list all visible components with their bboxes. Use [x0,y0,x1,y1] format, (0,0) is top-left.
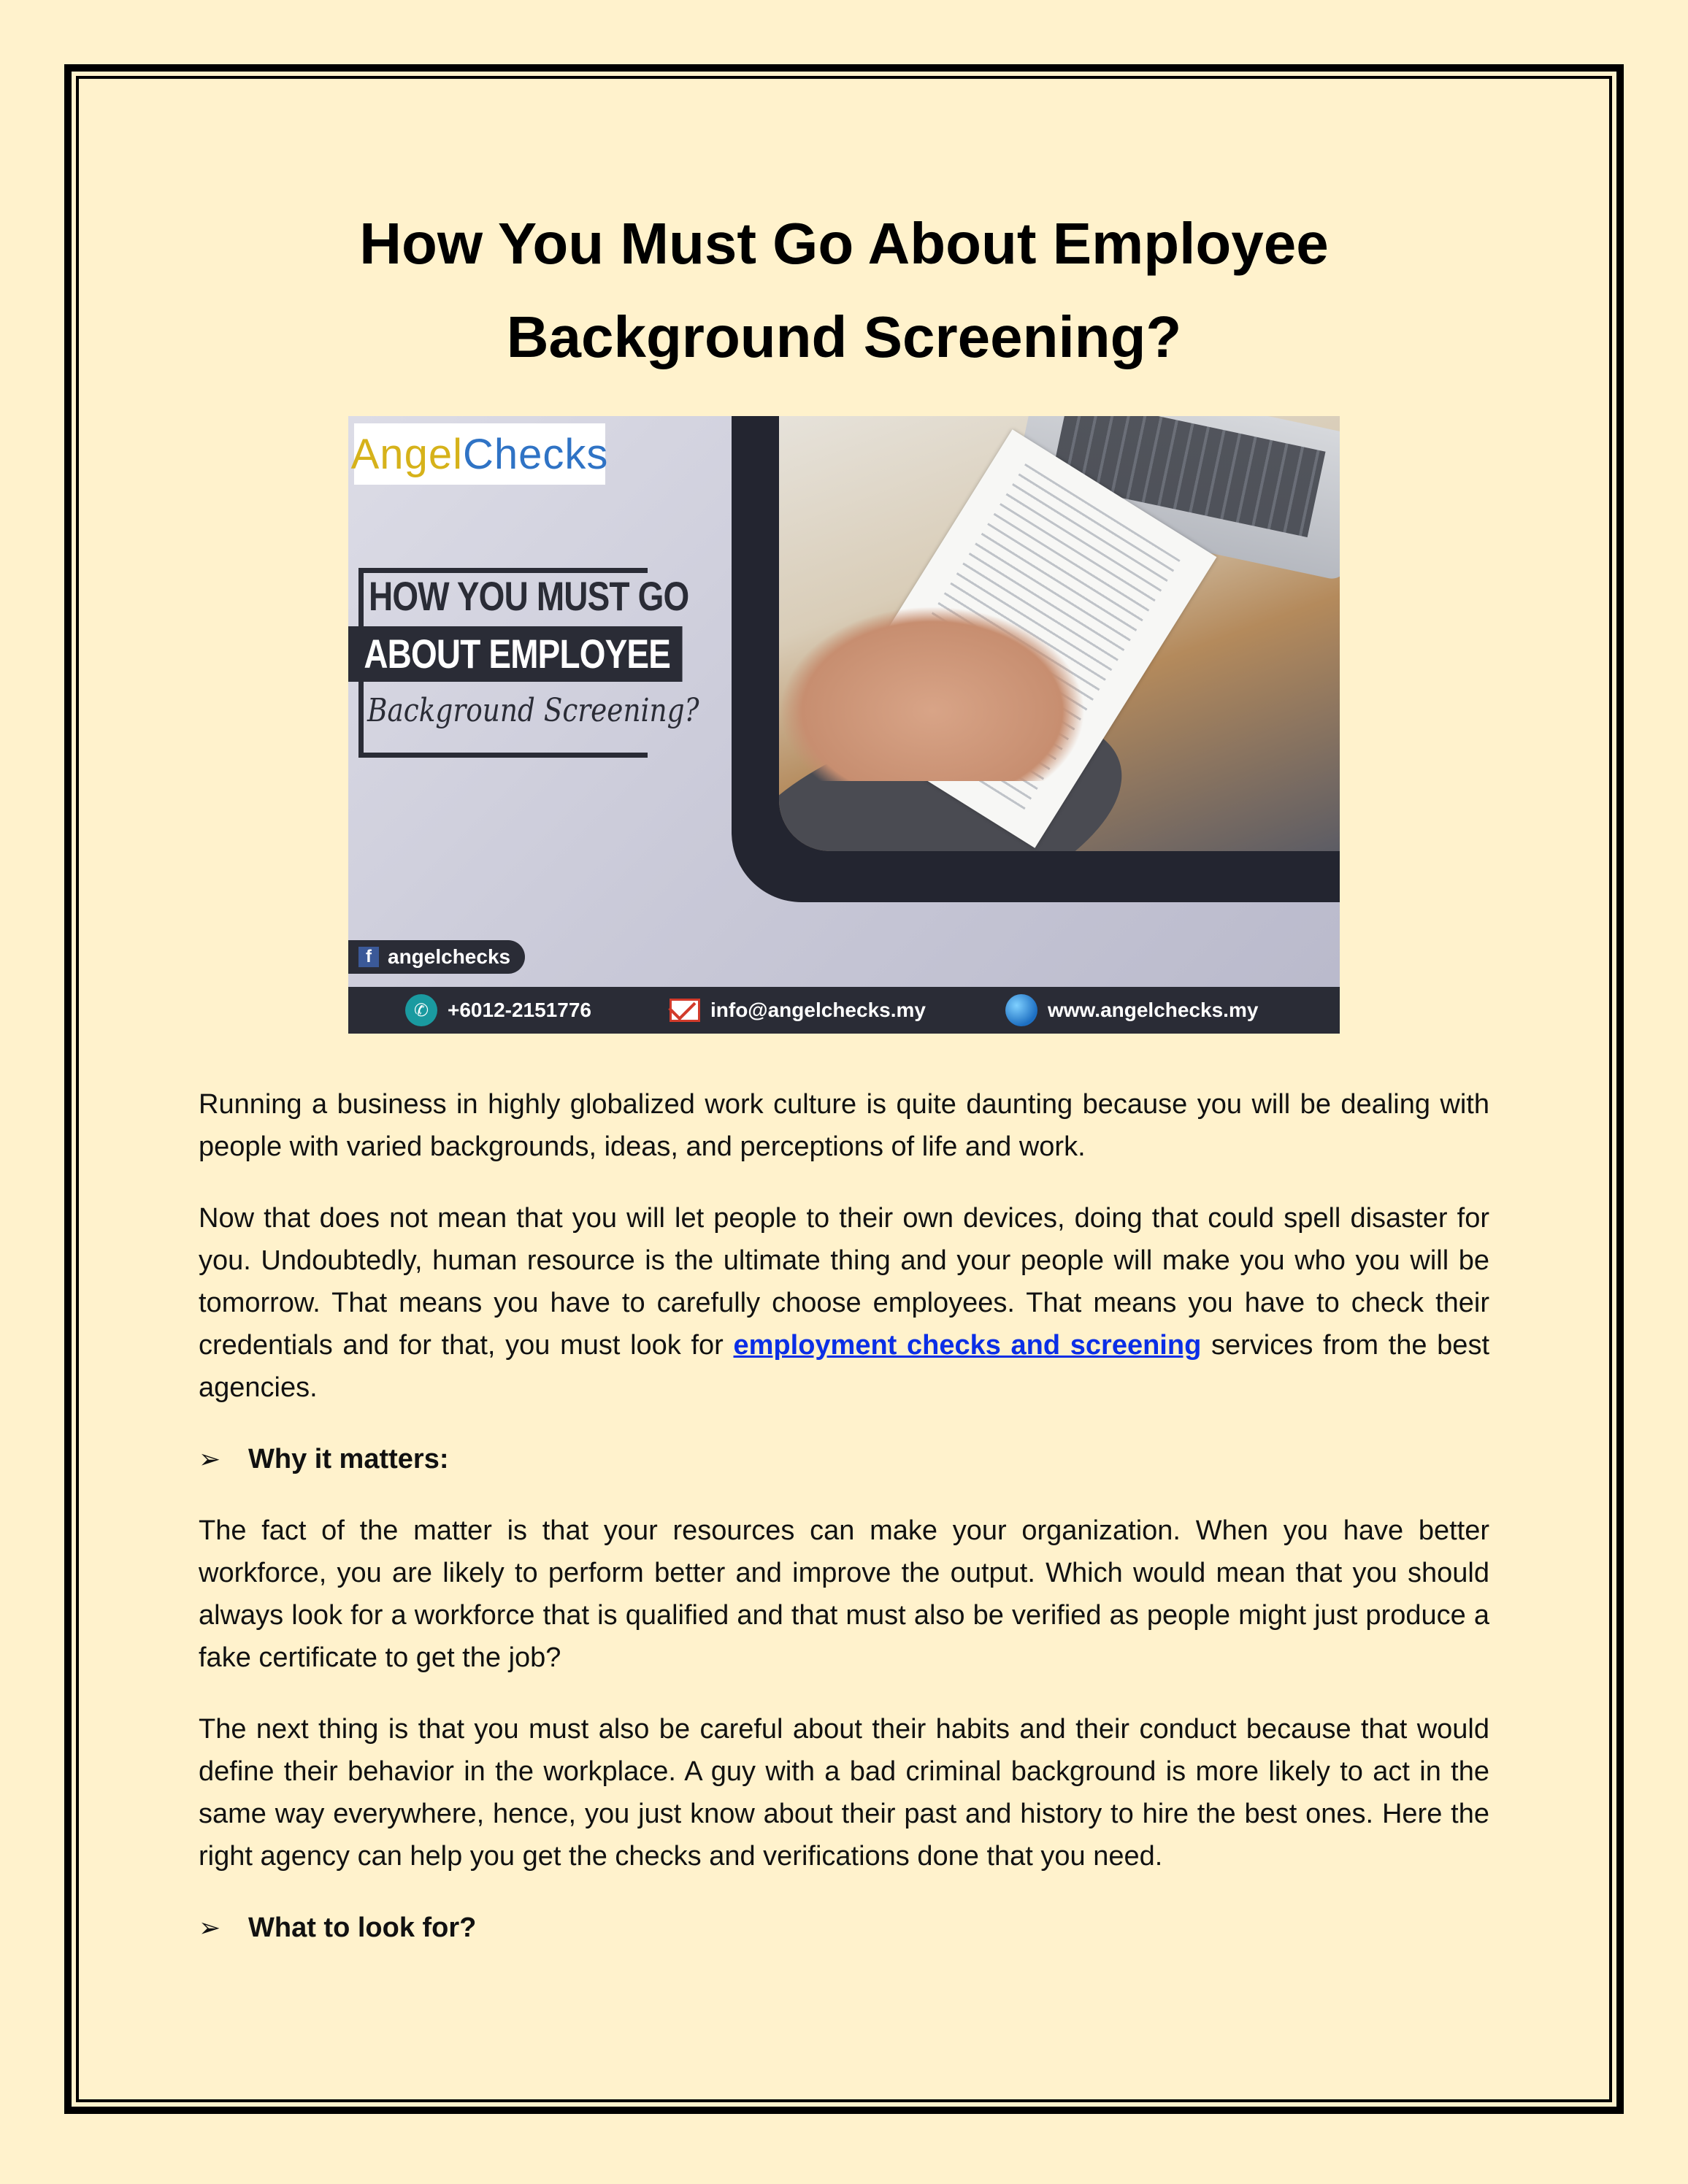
contact-website [1005,994,1258,1026]
phone-icon: ✆ [405,994,437,1026]
employment-checks-link[interactable]: employment checks and screening [733,1330,1202,1361]
promo-headline [348,568,699,758]
contact-phone [405,994,591,1026]
hands-shape [779,606,1086,781]
facebook-badge [348,940,525,974]
paragraph-2-end: services from the best agencies. [199,1330,1489,1403]
paragraph-1: Running a business in highly globalized work culture is quite daunting because you will be dealing with people with varied backgrounds, ideas, and perceptions of life and work. [199,1089,1489,1162]
heading-what-text: What to look for? [248,1912,477,1943]
promo-line-3: Background Screening? [367,692,699,729]
paragraph-3: The fact of the matter is that your resources can make your organization. When you have better workforce, you are likely to perform better and improve the output. Which would mean that you should always look for a workforce that is qualified and that must also be verified as people might just produce a fake certificate to get the job? [199,1515,1489,1673]
contact-email [670,999,926,1022]
arrow-bullet-icon: ➢ [199,1444,221,1474]
page-title [199,197,1489,384]
arrow-bullet-icon: ➢ [199,1912,221,1942]
paragraph-4: The next thing is that you must also be careful about their habits and their conduct because that would define their behavior in the workplace. A guy with a bad criminal background is more likely to act in the same way everywhere, hence, you just know about their past and history to hire the best ones. Here the right agency can help you get the checks and verifications done that you need. [199,1714,1489,1872]
globe-icon [1005,994,1037,1026]
title-line-1: How You Must Go About Employee [359,211,1329,276]
contact-bar [348,987,1340,1034]
logo-angel-text: Angel [350,430,463,478]
hero-banner-image [348,416,1340,1034]
paragraph-2 [199,1197,1489,1409]
email-address: info@angelchecks.my [710,999,926,1021]
promo-line-2: ABOUT EMPLOYEE [348,626,682,682]
mail-icon [670,999,700,1022]
paragraph-2-start: Now that does not mean that you will let people to their own devices, doing that could spell disaster for you. Undoubtedly, human resource is the ultimate thing and your people will make you who you will be tomorrow. That means you have to carefully choose employees. That means you have to check their credentials and for that, you must look for [199,1203,1489,1361]
phone-number: +6012-2151776 [448,999,591,1021]
angelchecks-logo [350,423,609,485]
website-url: www.angelchecks.my [1048,999,1259,1021]
logo-checks-text: Checks [462,430,609,478]
section-heading-why [199,1438,1489,1480]
promo-line-1: HOW YOU MUST GO [369,573,689,619]
section-heading-what [199,1907,1489,1949]
facebook-handle: angelchecks [388,945,511,968]
desk-photo [779,416,1340,851]
heading-why-text: Why it matters: [248,1444,449,1474]
document-content [199,197,1489,1978]
title-line-2: Background Screening? [506,304,1182,369]
facebook-icon: f [358,947,379,967]
